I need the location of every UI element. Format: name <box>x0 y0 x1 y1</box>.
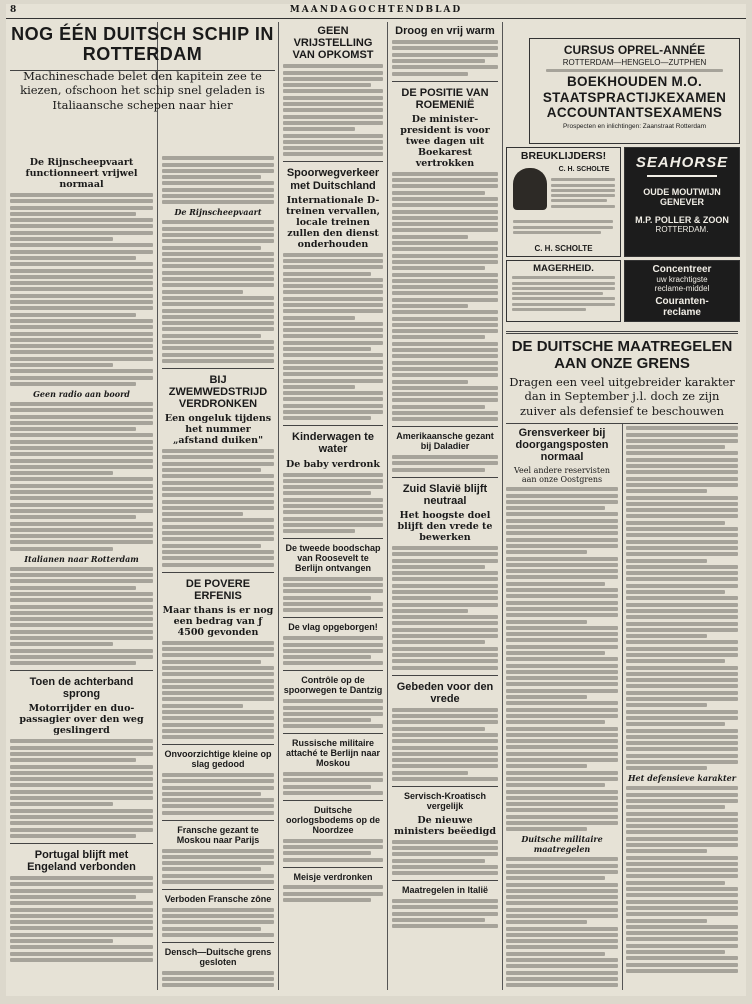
headline-spoorwegverkeer: Spoorwegverkeer met Duitschland <box>286 167 380 192</box>
column-divider <box>502 22 503 990</box>
column-1-body <box>10 154 153 990</box>
ad-courant-line2: reclame <box>663 307 701 318</box>
column-divider <box>622 424 623 990</box>
ad-concentreer <box>624 260 740 322</box>
headline-zuid-slavie: Zuid Slavië blijft neutraal <box>402 482 488 507</box>
ad-oprel-location: ROTTERDAM—HENGELO—ZUTPHEN <box>562 58 707 67</box>
headline-boodschap-roosevelt: De tweede boodschap van Roosevelt te Berlijn ontvangen <box>285 543 381 573</box>
ad-breuk-title: BREUKLIJDERS! <box>520 150 607 162</box>
subheadline-duitsche-maatregelen: Dragen een veel uitgebreider karakter dan in September j.l. doch ze zijn zuiver als defensief te beschouwen <box>509 375 735 418</box>
column-divider <box>278 22 279 990</box>
ad-oprel-footer: Prospecten en inlichtingen: Zaanstraat Rotterdam <box>562 122 707 130</box>
column-divider <box>387 22 388 990</box>
page-number: 8 <box>10 5 17 15</box>
ad-concentreer-line2: uw krachtigste <box>656 275 708 284</box>
deck-spoorwegverkeer: Internationale D-treinen vervallen, locale treinen zullen den dienst onderhouden <box>286 194 380 250</box>
deck-grensverkeer: Veel andere reservisten aan onze Oostgrens <box>514 466 610 485</box>
ad-breuklijders <box>506 147 621 257</box>
deck-zuid-slavie: Het hoogste doel blijft den vrede te bewerken <box>397 509 493 543</box>
headline-kinderwagen: Kinderwagen te water <box>292 431 374 456</box>
column-2 <box>162 154 274 990</box>
divider <box>647 175 717 177</box>
deck-kinderwagen: De baby verdronk <box>286 458 380 470</box>
headline-verboden-zone: Verboden Fransche zône <box>164 894 272 904</box>
ad-seahorse-line1: OUDE MOUTWIJN <box>643 187 721 197</box>
ad-breuk-footer: C. H. SCHOLTE <box>534 244 593 253</box>
headline-zwemwedstrijd: BIJ ZWEMWEDSTRIJD VERDRONKEN <box>168 373 268 411</box>
section-italianen: Italianen naar Rotterdam <box>24 553 139 564</box>
headline-amerikaansche-gezant: Amerikaansche gezant bij Daladier <box>396 431 494 452</box>
headline-grensverkeer: Grensverkeer bij doorgangsposten normaal <box>515 427 609 464</box>
ad-concentreer-line1: Concentreer <box>652 264 712 275</box>
deck-achterband: Motorrijder en duo-passagier over den weg geslingerd <box>19 703 144 737</box>
ad-oprel-main: BOEKHOUDEN M.O. STAATSPRACTIJKEXAMEN ACCOUNTANTSEXAMENS <box>542 74 727 121</box>
headline-positie-roemenie: DE POSITIE VAN ROEMENIË <box>401 86 489 111</box>
deck-povere-erfenis: Maar thans is er nog een bedrag van ƒ 4500 gevonden <box>162 604 274 638</box>
headline-oorlogsbodems: Duitsche oorlogsbodems op de Noordzee <box>285 804 380 835</box>
headline-vrijstelling: GEEN VRIJSTELLING VAN OPKOMST <box>292 25 374 62</box>
headline-servisch-kroatisch: Servisch-Kroatisch vergelijk <box>403 791 487 811</box>
headline-achterband: Toen de achterband sprong <box>29 676 134 701</box>
headline-vlag-opgeborgen: De vlag opgeborgen! <box>288 622 378 633</box>
ad-seahorse-maker: M.P. POLLER & ZOON <box>635 215 729 225</box>
headline-maatregelen-italie: Maatregelen in Italië <box>401 885 489 896</box>
ad-oprel-title: CURSUS OPREL-ANNÉE <box>563 43 706 57</box>
portrait-image <box>513 168 547 210</box>
ad-concentreer-line3: reclame-middel <box>654 284 710 293</box>
ad-magerheid <box>506 260 621 322</box>
column-5b <box>626 424 738 990</box>
headline-duitsche-maatregelen: DE DUITSCHE MAATREGELEN AAN ONZE GRENS <box>511 338 733 372</box>
headline-controle-dantzig: Contrôle op de spoorwegen te Dantzig <box>283 675 383 696</box>
ad-cursus-oprel <box>529 38 740 144</box>
headline-meisje-verdronken: Meisje verdronken <box>293 871 373 882</box>
ad-seahorse <box>624 147 740 257</box>
column-5a <box>506 424 618 990</box>
headline-portugal: Portugal blijft met Engeland verbonden <box>27 848 136 873</box>
column-3 <box>283 22 383 990</box>
headline-gebeden-vrede: Gebeden voor den vrede <box>396 680 494 705</box>
section-rijnscheepvaart: De Rijnscheepvaart <box>174 207 262 218</box>
ad-mager-title: MAGERHEID. <box>533 263 594 274</box>
headline-duitsch-schip: NOG ÉÉN DUITSCH SCHIP IN ROTTERDAM <box>11 24 274 64</box>
headline-densch-grens: Densch—Duitsche grens gesloten <box>164 947 272 967</box>
subheadline-machineschade: Machineschade belet den kapitein zee te kiezen, ofschoon het schip snel geladen is Italiaansche schepen naar hier <box>20 69 265 112</box>
headline-droog-warm: Droog en vrij warm <box>395 25 495 37</box>
deck-rijnscheepvaart: De Rijnscheepvaart functionneert vrijwel normaal <box>25 157 138 190</box>
masthead-title: MAANDAGOCHTENDBLAD <box>289 5 463 15</box>
masthead <box>6 4 746 19</box>
section-radio: Geen radio aan boord <box>33 388 130 399</box>
ad-courant-line1: Couranten- <box>655 296 709 307</box>
deck-positie-roemenie: De minister-president is voor twee dagen uit Boekarest vertrokken <box>400 113 490 169</box>
ad-seahorse-city: ROTTERDAM. <box>655 225 709 234</box>
deck-zwemwedstrijd: Een ongeluk tijdens het nummer „afstand duiken" <box>164 413 272 447</box>
column-4 <box>392 22 498 990</box>
section-militaire-maatregelen: Duitsche militaire maatregelen <box>521 834 603 855</box>
ad-breuk-name: C. H. SCHOLTE <box>558 166 610 173</box>
headline-militaire-attache: Russische militaire attaché te Berlijn naar Moskou <box>285 738 381 769</box>
section-defensieve-karakter: Het defensieve karakter <box>628 773 736 784</box>
ad-seahorse-brand: SEAHORSE <box>635 154 729 171</box>
deck-servisch-kroatisch: De nieuwe ministers beëedigd <box>394 814 496 837</box>
headline-fransche-gezant: Fransche gezant te Moskou naar Parijs <box>176 824 260 845</box>
ad-seahorse-line2: GENEVER <box>659 197 704 207</box>
newspaper-page <box>6 4 746 996</box>
headline-onvoorzichtig: Onvoorzichtige kleine op slag gedood <box>164 749 272 770</box>
headline-povere-erfenis: DE POVERE ERFENIS <box>185 577 251 602</box>
